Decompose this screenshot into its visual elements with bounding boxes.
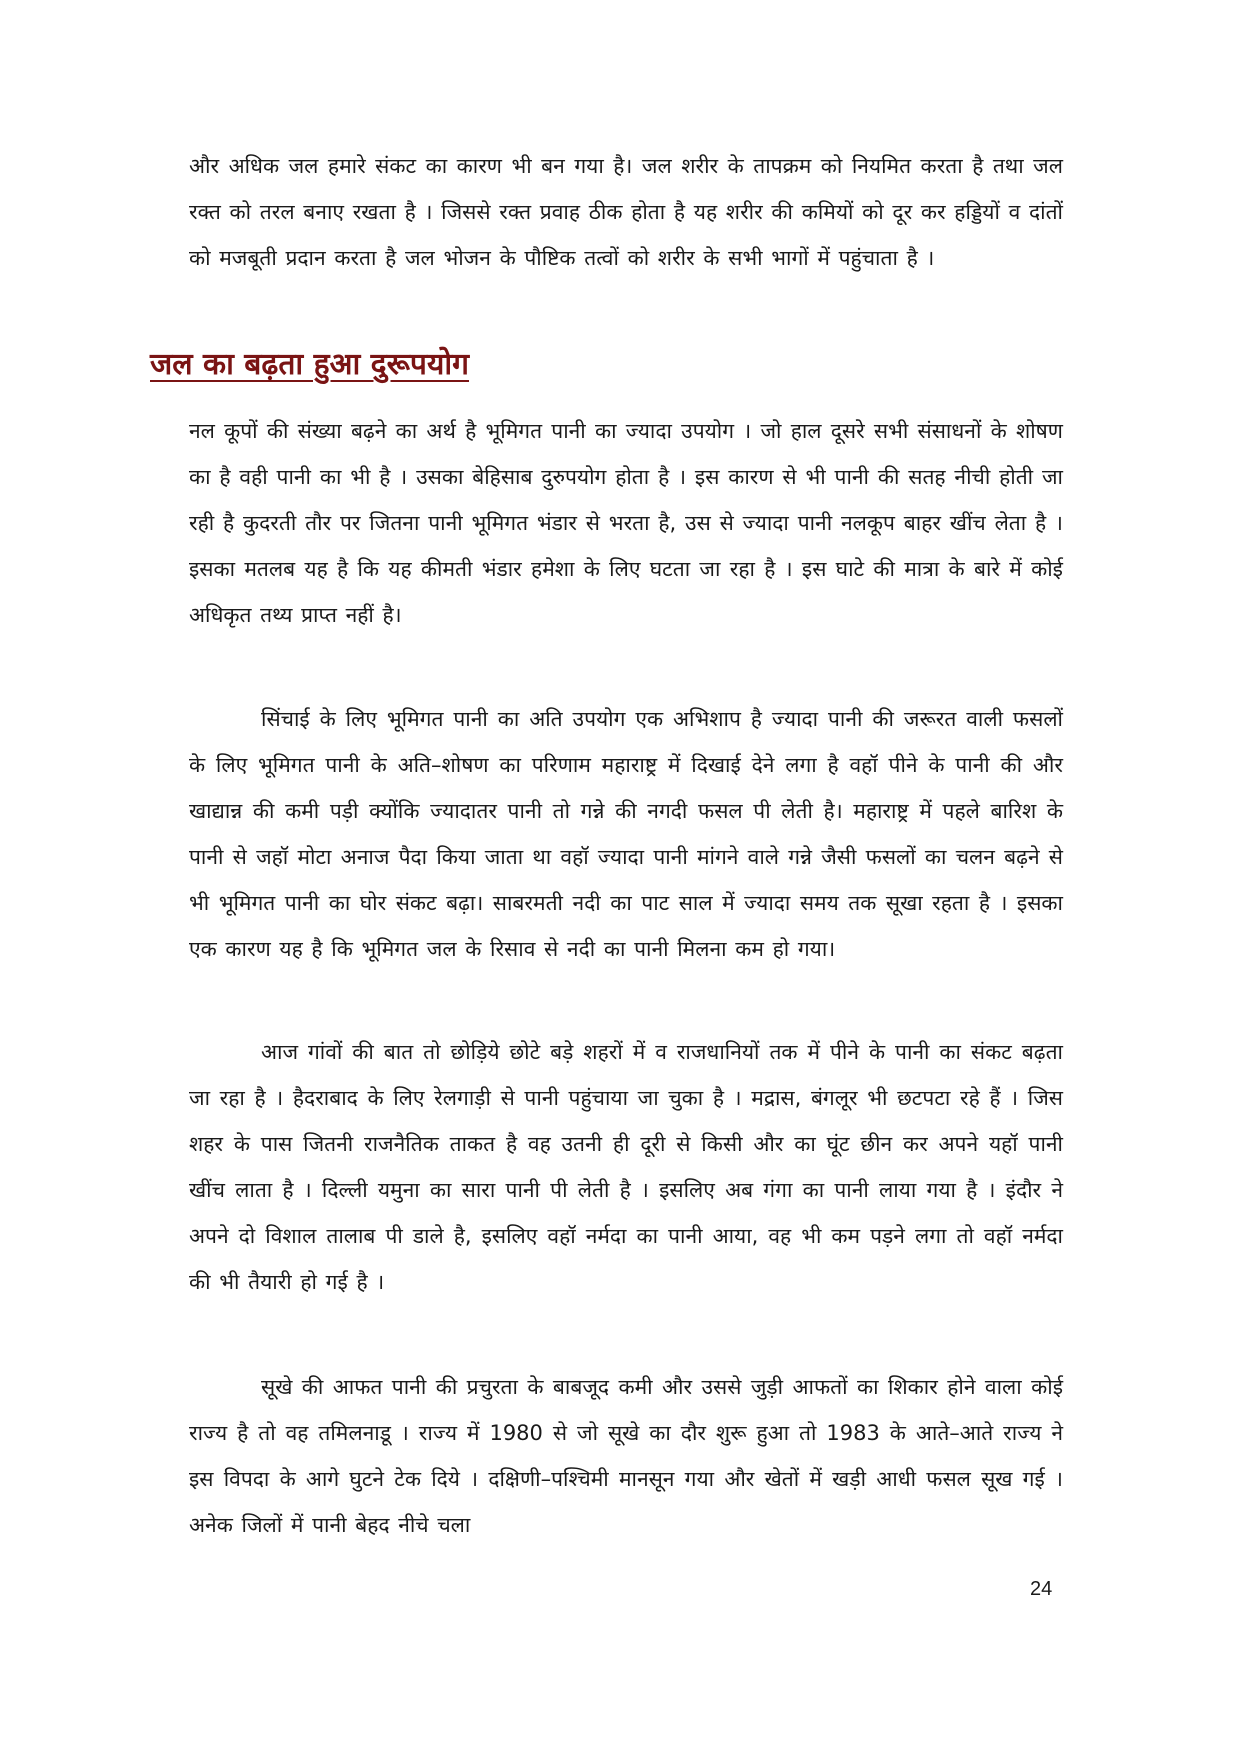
paragraph-irrigation-maharashtra: सिंचाई के लिए भूमिगत पानी का अति उपयोग एक अभिशाप है ज्यादा पानी की जरूरत वाली फसलों के लिए भूमिगत पानी के अति–शोषण का परिणाम महाराष्ट्र में दिखाई देने लगा है वहॉ पीने के पानी की और खाद्यान्न की कमी पड़ी क्योंकि ज्यादातर पानी तो गन्ने की नगदी फसल पी लेती है। महाराष्ट्र में पहले बारिश के पानी से जहॉ मोटा अनाज पैदा किया जाता था वहॉ ज्यादा पानी मांगने वाले गन्ने जैसी फसलों का चलन बढ़ने से भी भूमिगत पानी का घोर संकट बढ़ा। साबरमती नदी का पाट साल में ज्यादा समय तक सूखा रहता है । इसका एक कारण यह है कि भूमिगत जल के रिसाव से नदी का पानी मिलना कम हो गया।: [189, 707, 1063, 961]
paragraph-water-body-functions: और अधिक जल हमारे संकट का कारण भी बन गया है। जल शरीर के तापक्रम को नियमित करता है तथा जल रक्त को तरल बनाए रखता है । जिससे रक्त प्रवाह ठीक होता है यह शरीर की कमियों को दूर कर हड्डियों व दांतों को मजबूती प्रदान करता है जल भोजन के पौष्टिक तत्वों को शरीर के सभी भागों में पहुंचाता है ।: [189, 154, 1063, 270]
paragraph-urban-water-crisis: आज गांवों की बात तो छोड़िये छोटे बड़े शहरों में व राजधानियों तक में पीने के पानी का संकट बढ़ता जा रहा है । हैदराबाद के लिए रेलगाड़ी से पानी पहुंचाया जा चुका है । मद्रास, बंगलूर भी छटपटा रहे हैं । जिस शहर के पास जितनी राजनैतिक ताकत है वह उतनी ही दूरी से किसी और का घूंट छीन कर अपने यहॉ पानी खींच लाता है । दिल्ली यमुना का सारा पानी पी लेती है । इसलिए अब गंगा का पानी लाया गया है । इंदौर ने अपने दो विशाल तालाब पी डाले है, इसलिए वहॉ नर्मदा का पानी आया, वह भी कम पड़ने लगा तो वहॉ नर्मदा की भी तैयारी हो गई है ।: [189, 1040, 1063, 1294]
page-number: 24: [1030, 1578, 1053, 1600]
paragraph-tamilnadu-drought: सूखे की आफत पानी की प्रचुरता के बाबजूद कमी और उससे जुड़ी आफतों का शिकार होने वाला कोई राज्य है तो वह तमिलनाडू । राज्य में 1980 से जो सूखे का दौर शुरू हुआ तो 1983 के आते–आते राज्य ने इस विपदा के आगे घुटने टेक दिये । दक्षिणी–पश्चिमी मानसून गया और खेतों में खड़ी आधी फसल सूख गई । अनेक जिलों में पानी बेहद नीचे चला: [189, 1375, 1063, 1537]
section-heading: जल का बढ़ता हुआ दुरूपयोग: [150, 347, 470, 382]
paragraph-tubewell-overuse: नल कूपों की संख्या बढ़ने का अर्थ है भूमिगत पानी का ज्यादा उपयोग । जो हाल दूसरे सभी संसाधनों के शोषण का है वही पानी का भी है । उसका बेहिसाब दुरुपयोग होता है । इस कारण से भी पानी की सतह नीची होती जा रही है कुदरती तौर पर जितना पानी भूमिगत भंडार से भरता है, उस से ज्यादा पानी नलकूप बाहर खींच लेता है । इसका मतलब यह है कि यह कीमती भंडार हमेशा के लिए घटता जा रहा है । इस घाटे की मात्रा के बारे में कोई अधिकृत तथ्य प्राप्त नहीं है।: [189, 419, 1063, 627]
